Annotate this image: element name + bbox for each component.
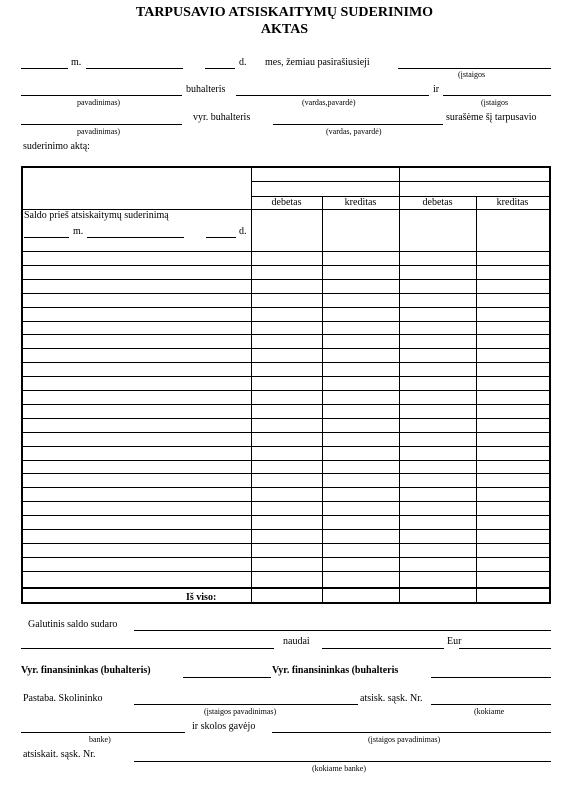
- document-title-line2: AKTAS: [260, 22, 309, 37]
- vyr-buhalteris-label: vyr. buhalteris: [193, 112, 251, 123]
- year-line[interactable]: [21, 68, 68, 69]
- creditor-institution-line[interactable]: [272, 732, 551, 733]
- vardas2-caption: (vardas, pavardė): [326, 127, 382, 136]
- table-row-line: [23, 432, 549, 433]
- galutinis-label: Galutinis saldo sudaro: [28, 619, 118, 630]
- table-row-line: [23, 251, 549, 252]
- m-label: m.: [71, 57, 82, 68]
- table-row-line: [23, 334, 549, 335]
- table-row-line: [23, 376, 549, 377]
- is-viso-label: Iš viso:: [186, 592, 217, 603]
- kreditas-header: kreditas: [496, 197, 529, 208]
- signature1-line[interactable]: [183, 677, 271, 678]
- table-row-line: [23, 501, 549, 502]
- total-row-line: [23, 587, 549, 589]
- eur-line[interactable]: [459, 648, 551, 649]
- table-row-line: [23, 571, 549, 572]
- table-row-line: [23, 473, 549, 474]
- table-row-line: [23, 307, 549, 308]
- naudai-label: naudai: [283, 636, 310, 647]
- banke1-caption: banke): [89, 735, 111, 744]
- table-row-line: [23, 390, 549, 391]
- amount-line[interactable]: [322, 648, 444, 649]
- debetas-header: debetas: [422, 197, 453, 208]
- kreditas-header: kreditas: [344, 197, 377, 208]
- istaigos1-caption: (įstaigos: [458, 70, 486, 79]
- debtor-institution-line[interactable]: [134, 704, 358, 705]
- suderinimo-label: suderinimo aktą:: [23, 141, 90, 152]
- saldo-day-line[interactable]: [206, 237, 236, 238]
- accountant1-name-line[interactable]: [236, 95, 429, 96]
- col-divider: [399, 168, 400, 602]
- pavadinimas2-caption: pavadinimas): [77, 127, 121, 136]
- mes-label: mes, žemiau pasirašiusieji: [265, 57, 370, 68]
- saldo-year-line[interactable]: [24, 237, 69, 238]
- istaigos-pav2-caption: (įstaigos pavadinimas): [368, 735, 441, 744]
- creditor-account-line[interactable]: [134, 761, 551, 762]
- chief-finance2-label: Vyr. finansininkas (buhalteris: [272, 665, 399, 676]
- table-row-line: [23, 418, 549, 419]
- atsiskait-sask-label: atsiskait. sąsk. Nr.: [23, 749, 96, 760]
- chief-finance1-label: Vyr. finansininkas (buhalteris): [21, 665, 151, 676]
- table-row-line: [23, 515, 549, 516]
- table-row-line: [23, 348, 549, 349]
- eur-label: Eur: [447, 636, 462, 647]
- saldo-label: Saldo prieš atsiskaitymų suderinimą: [24, 210, 169, 221]
- header-divider: [251, 181, 549, 182]
- istaigos2-caption: (įstaigos: [481, 98, 509, 107]
- suraseme-label: surašėme šį tarpusavio: [446, 112, 537, 123]
- col-divider: [322, 196, 323, 602]
- debtor-account-line[interactable]: [431, 704, 551, 705]
- istaigos-pav1-caption: (įstaigos pavadinimas): [204, 707, 277, 716]
- document-title-line1: TARPUSAVIO ATSISKAITYMŲ SUDERINIMO: [135, 5, 434, 20]
- debtor-bank-line[interactable]: [21, 732, 185, 733]
- saldo-m-label: m.: [73, 226, 84, 237]
- table-row-line: [23, 446, 549, 447]
- debetas-header: debetas: [271, 197, 302, 208]
- institution1-name-line[interactable]: [21, 95, 182, 96]
- ir-label: ir: [433, 84, 440, 95]
- table-row-line: [23, 265, 549, 266]
- table-row-line: [23, 362, 549, 363]
- institution1-line[interactable]: [398, 68, 551, 69]
- kokiame-banke-caption: (kokiame banke): [312, 764, 366, 773]
- institution2-name-line[interactable]: [21, 124, 182, 125]
- table-row-line: [23, 279, 549, 280]
- table-row-line: [23, 543, 549, 544]
- col-divider: [251, 168, 252, 602]
- beneficiary-line[interactable]: [21, 648, 274, 649]
- kokiame1-caption: (kokiame: [474, 707, 505, 716]
- col-divider: [476, 196, 477, 602]
- institution2-line[interactable]: [443, 95, 551, 96]
- accountant2-name-line[interactable]: [273, 124, 443, 125]
- ir-skolos-label: ir skolos gavėjo: [192, 721, 256, 732]
- pastaba-label: Pastaba. Skolininko: [23, 693, 103, 704]
- table-row-line: [23, 487, 549, 488]
- table-row-line: [23, 557, 549, 558]
- table-row-line: [23, 404, 549, 405]
- d-label: d.: [239, 57, 247, 68]
- day-line[interactable]: [205, 68, 235, 69]
- table-row-line: [23, 460, 549, 461]
- month-line[interactable]: [86, 68, 183, 69]
- saldo-month-line[interactable]: [87, 237, 184, 238]
- vardas1-caption: (vardas,pavardė): [302, 98, 356, 107]
- table-row-line: [23, 293, 549, 294]
- table-row-line: [23, 529, 549, 530]
- table-row-line: [23, 321, 549, 322]
- atsisk-sask-label: atsisk. sąsk. Nr.: [360, 693, 423, 704]
- buhalteris-label: buhalteris: [186, 84, 226, 95]
- saldo-d-label: d.: [239, 226, 247, 237]
- final-balance-line[interactable]: [134, 630, 551, 631]
- settlement-table: [21, 166, 551, 604]
- signature2-line[interactable]: [431, 677, 551, 678]
- pavadinimas1-caption: pavadinimas): [77, 98, 121, 107]
